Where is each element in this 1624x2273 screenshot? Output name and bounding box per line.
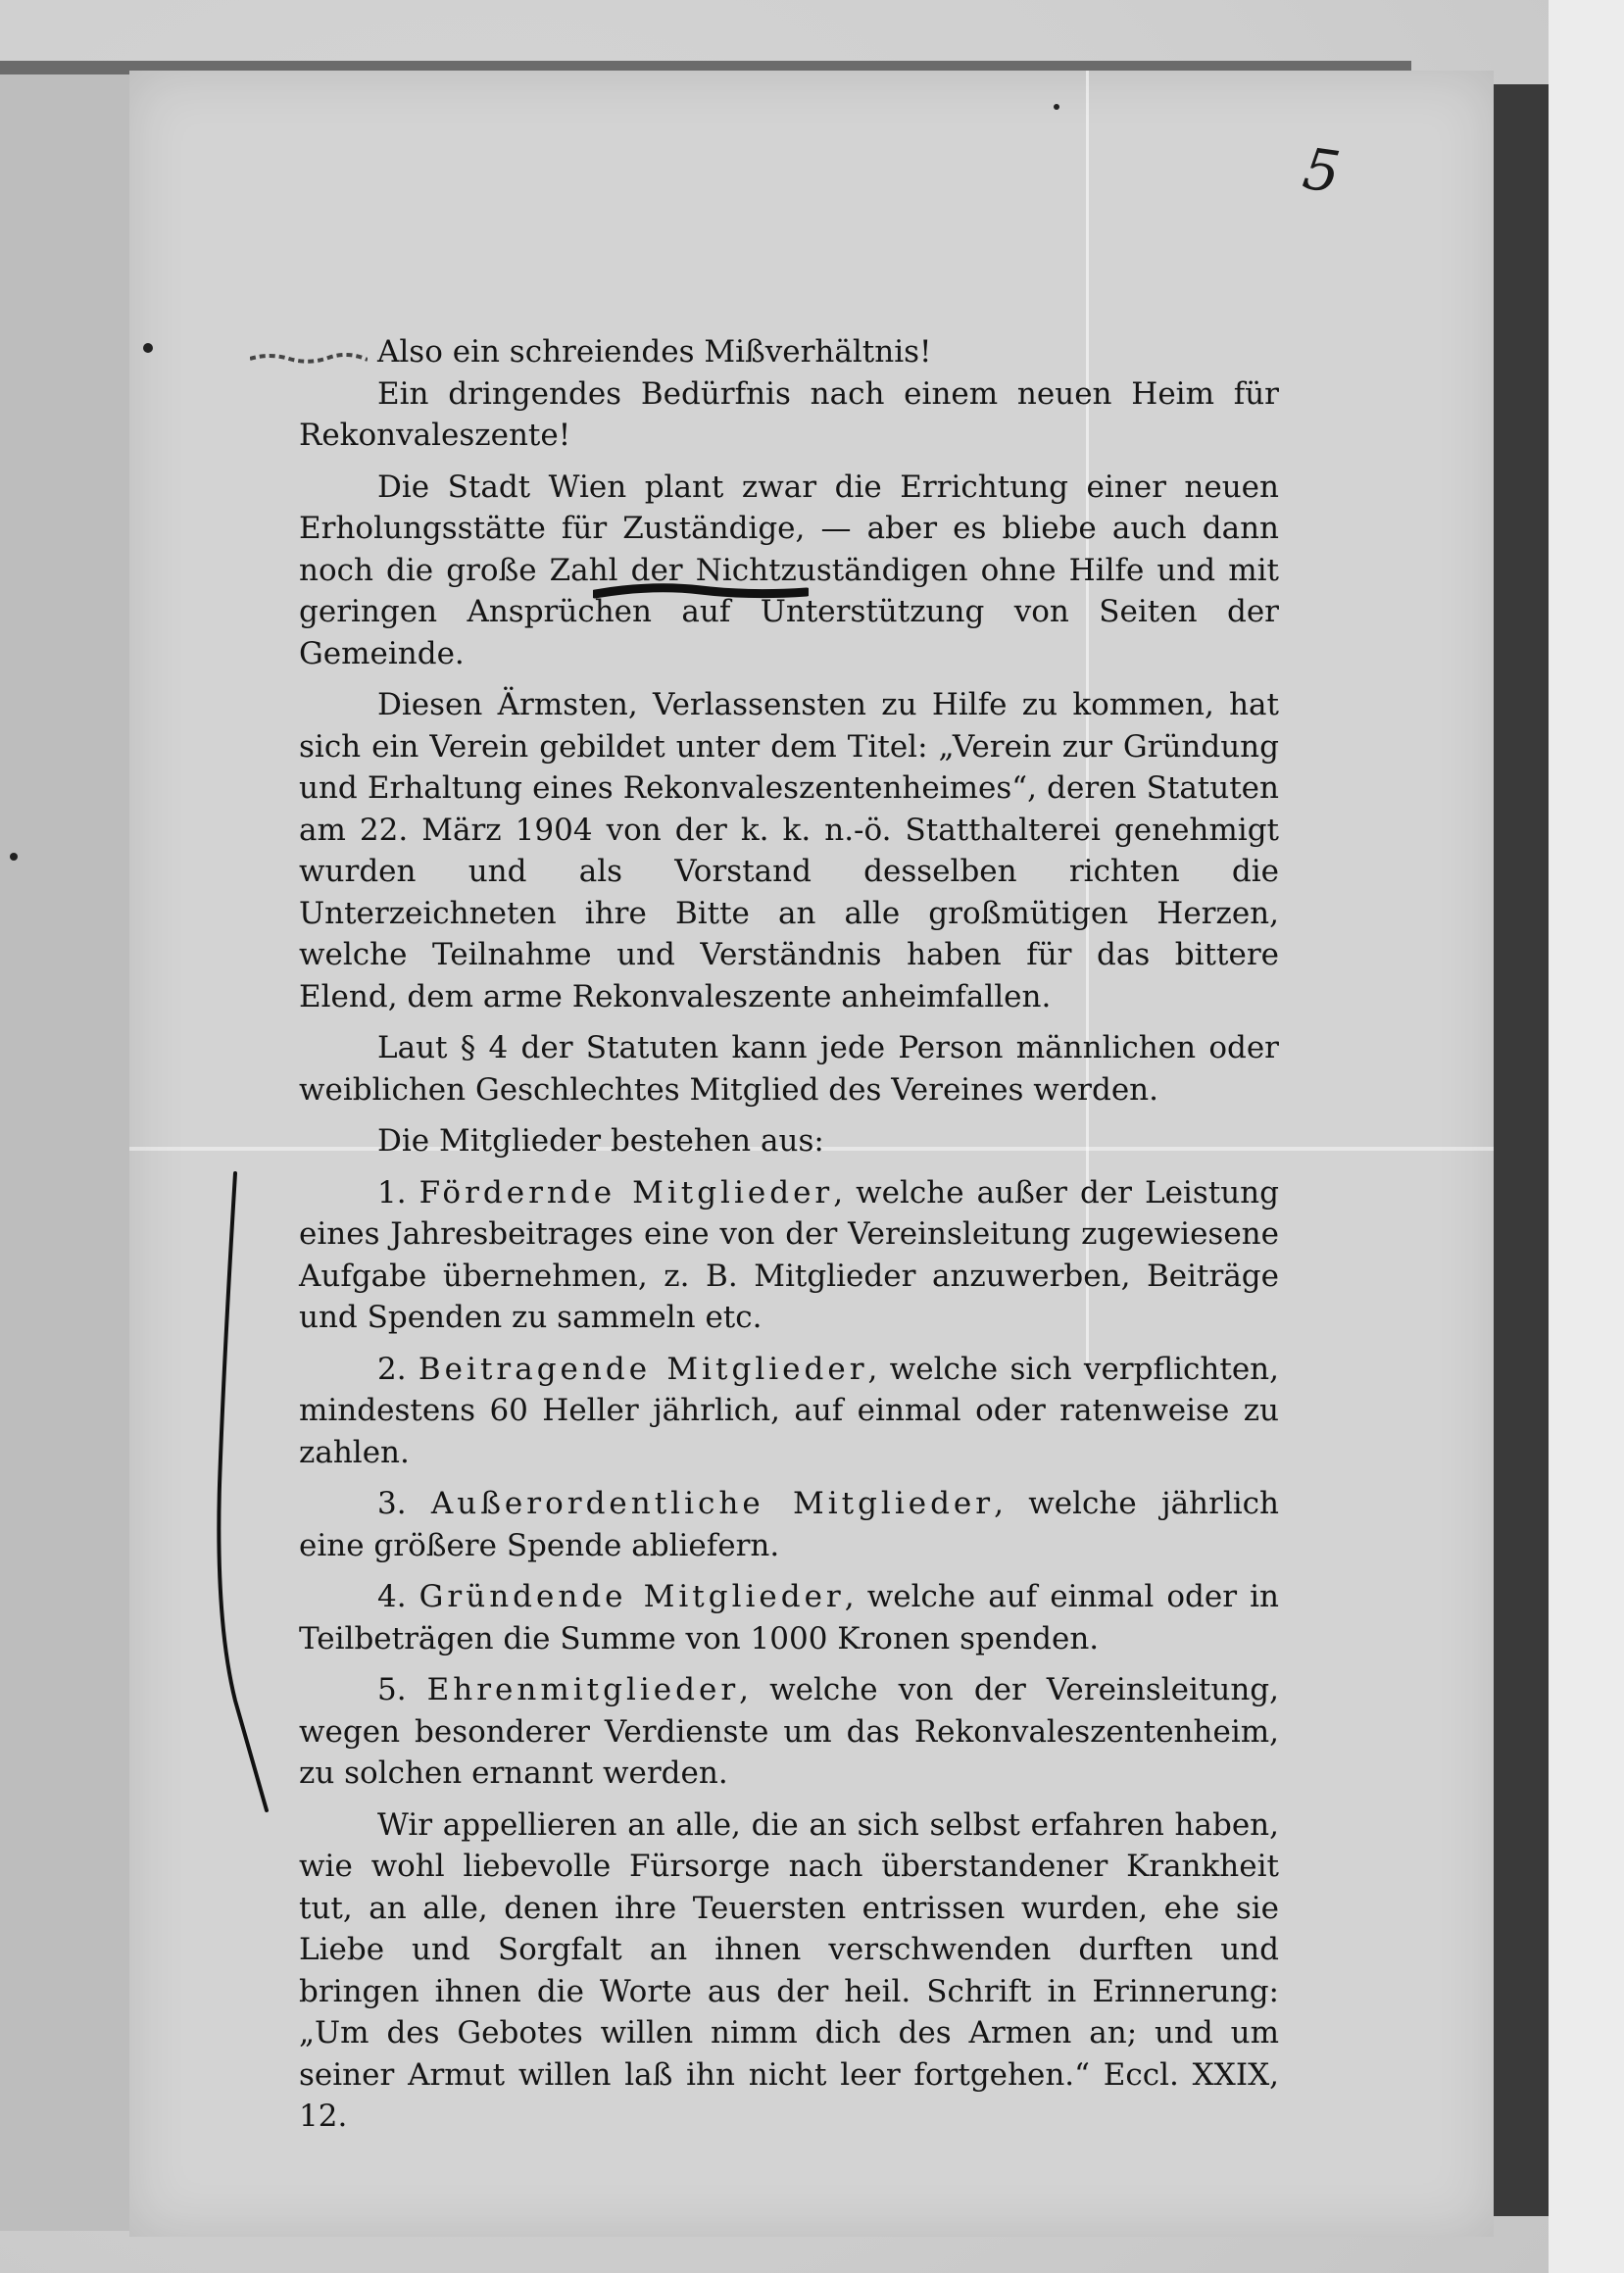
closing-paragraph: Wir appellieren an alle, die an sich selbst erfahren haben, wie wohl liebevolle Fürsorge nach überstandener Krankheit tut, an alle, denen ihre Teuersten entrissen wurden, ehe sie Liebe und Sorgfalt an ihnen verschwenden durften und bringen ihnen die Worte aus der heil. Schrift in Erinnerung: „Um des Gebotes willen nimm dich des Armen an; und um seiner Armut willen laß ihn nicht leer fortgehen.“ Eccl. XXIX, 12. (299, 1806, 1279, 2134)
member-number: 2. (377, 1351, 407, 1387)
right-edge-shadow (1494, 84, 1549, 2216)
paragraph: Diesen Ärmsten, Verlassensten zu Hilfe zu kommen, hat sich ein Verein gebildet unter dem Titel: „Verein zur Gründung und Erhaltung eines Rekonvaleszentenheimes“, deren Statuten am 22. März 1904 von der k. k. n.-ö. Statthalterei genehmigt wurden und als Vorstand desselben richten die Unterzeichneten ihre Bitte an alle großmütigen Herzen, welche Teilnahme und Verständnis haben für das bittere Elend, dem arme Rekonvaleszente anheimfallen. (299, 687, 1279, 1014)
member-item (299, 1576, 1279, 1659)
member-text: , welche außer der Leistung eines Jahresbeitrages eine von der Vereinsleitung zugewiesene Aufgabe übernehmen, z. B. Mitglieder anzuwerben, Beiträge und Spenden zu sammeln etc. (299, 1174, 1279, 1335)
left-adjacent-page (0, 74, 129, 2231)
member-number: 1. (377, 1174, 407, 1211)
member-text: , welche auf einmal oder in Teilbeträgen die Summe von 1000 Kronen spenden. (299, 1579, 1279, 1656)
paragraph: Laut § 4 der Statuten kann jede Person männlichen oder weiblichen Geschlechtes Mitglied des Vereines werden. (299, 1030, 1279, 1108)
member-text: , welche jährlich eine größere Spende abliefern. (299, 1486, 1279, 1563)
member-term: Fördernde Mitglieder (418, 1174, 834, 1211)
member-item (299, 1172, 1279, 1339)
member-number: 5. (377, 1672, 407, 1707)
member-text: , welche sich verpflichten, mindestens 60 Heller jährlich, auf einmal oder ratenweise zu zahlen. (299, 1351, 1280, 1470)
member-item (299, 1349, 1279, 1474)
member-text: , welche von der Vereinsleitung, wegen besonderer Verdienste um das Rekonvaleszentenheim, zu solchen ernannt werden. (299, 1672, 1279, 1791)
handwritten-page-number: 5 (1299, 134, 1345, 207)
paragraph: Ein dringendes Bedürfnis nach einem neuen Heim für Rekonvaleszente! (299, 375, 1279, 453)
member-item (299, 1483, 1279, 1566)
member-number: 4. (377, 1579, 407, 1614)
member-term: Ehrenmitglieder (426, 1672, 740, 1707)
ink-spot (1054, 104, 1059, 110)
member-item (299, 1669, 1279, 1795)
ink-spot (10, 853, 18, 861)
member-term: Beitragende Mitglieder (418, 1351, 868, 1387)
ink-spot (143, 343, 153, 353)
letter-body (299, 331, 1279, 2138)
member-term: Gründende Mitglieder (418, 1579, 845, 1614)
paragraph: Also ein schreiendes Mißverhältnis! (377, 334, 932, 370)
right-background (1549, 0, 1624, 2273)
member-number: 3. (377, 1486, 407, 1521)
paragraph: Die Stadt Wien plant zwar die Errichtung einer neuen Erholungsstätte für Zuständige, — aber es bliebe auch dann noch die große Zahl der Nichtzuständigen ohne Hilfe und mit geringen Ansprüchen auf Unterstützung von Seiten der Gemeinde. (299, 469, 1279, 671)
paragraph: Die Mitglieder bestehen aus: (377, 1123, 824, 1159)
handwritten-margin-line (206, 1171, 294, 1818)
member-term: Außerordentliche Mitglieder (430, 1486, 995, 1521)
